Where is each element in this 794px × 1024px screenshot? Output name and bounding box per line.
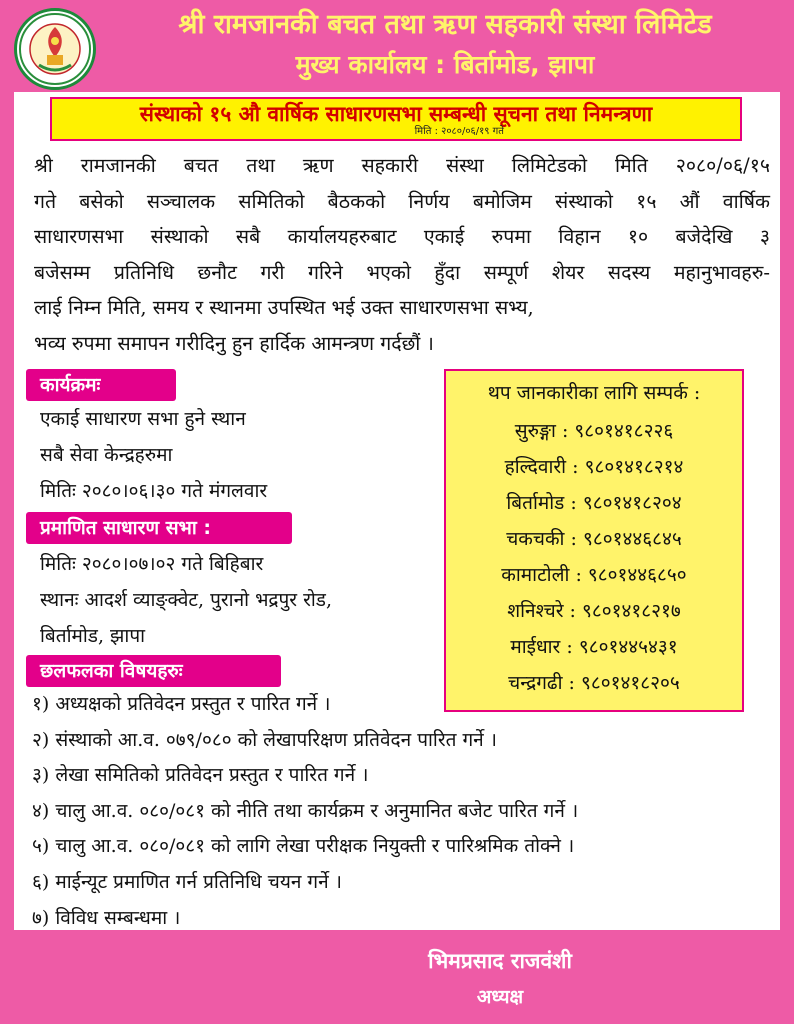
- contact-row: शनिश्चरे : ९८०१४१८२१७: [507, 600, 681, 622]
- intro-line: भव्य रुपमा समापन गरीदिनु हुन हार्दिक आमन्त्रण गर्दछौं ।: [34, 331, 434, 355]
- intro-line: साधारणसभा संस्थाको सबै कार्यालयहरुबाट एकाई रुपमा विहान १० बजेदेखि ३: [34, 225, 770, 248]
- contact-row: चन्द्रगढी : ९८०१४१८२०५: [508, 672, 680, 694]
- agenda-item: १) अध्यक्षको प्रतिवेदन प्रस्तुत र पारित गर्ने ।: [32, 693, 331, 715]
- intro-line: श्री रामजानकी बचत तथा ऋण सहकारी संस्था लिमिटेडको मिति २०८०/०६/१५: [34, 154, 770, 177]
- signer-name: भिमप्रसाद राजवंशी: [428, 949, 572, 973]
- head-office-location: मुख्य कार्यालय : बिर्तामोड, झापा: [295, 50, 595, 79]
- contact-place: माईधार: [510, 636, 561, 658]
- certified-assembly-label: प्रमाणित साधारण सभा :: [26, 512, 292, 544]
- agenda-item: ७) विविध सम्बन्धमा ।: [32, 906, 181, 929]
- intro-line: बजेसम्म प्रतिनिधि छनौट गरी गरिने भएको हुँदा सम्पूर्ण शेयर सदस्य महानुभावहरु-: [34, 260, 770, 284]
- contact-phone: ९८०१४४६८४५: [582, 528, 682, 550]
- notice-date: मिति : २०८०/०६/१९ गते: [414, 126, 504, 137]
- agenda-item: ६) माईन्यूट प्रमाणित गर्न प्रतिनिधि चयन गर्ने ।: [32, 870, 342, 893]
- agenda-item: ५) चालु आ.व. ०८०/०८१ को लागि लेखा परीक्षक नियुक्ती र पारिश्रमिक तोक्ने ।: [32, 835, 575, 858]
- intro-line: गते बसेको सञ्चालक समितिको बैठकको निर्णय बमोजिम संस्थाको १५ औं वार्षिक: [34, 189, 770, 213]
- contact-heading: थप जानकारीका लागि सम्पर्क :: [487, 382, 701, 404]
- contact-phone: ९८०१४४५४३१: [578, 636, 678, 658]
- signer-title: अध्यक्ष: [476, 986, 524, 1008]
- contact-phone: ९८०१४१८२१४: [584, 456, 684, 478]
- agenda-label: छलफलका विषयहरुः: [26, 655, 281, 687]
- contact-row: बिर्तामोड : ९८०१४१८२०४: [506, 492, 682, 514]
- contact-phone: ९८०१४१८२०४: [582, 492, 682, 514]
- contact-place: सुरुङ्गा: [514, 420, 556, 442]
- contact-row: माईधार : ९८०१४४५४३१: [510, 636, 678, 658]
- certified-assembly-line: मितिः २०८०।०७।०२ गते बिहिबार: [40, 553, 264, 575]
- contact-row: कामाटोली : ९८०१४४६८५०: [501, 564, 687, 586]
- notice-title: संस्थाको १५ औ वार्षिक साधारणसभा सम्बन्धी सूचना तथा निमन्त्रणा: [139, 102, 653, 126]
- contact-phone: ९८०१४४६८५०: [587, 564, 687, 586]
- certified-assembly-line: स्थानः आदर्श व्याङ्क्वेट, पुरानो भद्रपुर रोड,: [40, 589, 333, 611]
- contact-place: चन्द्रगढी: [508, 672, 563, 694]
- cooperative-seal-icon: [14, 8, 96, 90]
- contact-place: कामाटोली: [501, 564, 570, 586]
- contact-box: [444, 369, 744, 712]
- contact-place: चकचकी: [506, 528, 565, 550]
- contact-phone: ९८०१४१८२१७: [581, 600, 681, 622]
- program-line: सबै सेवा केन्द्रहरुमा: [40, 444, 173, 466]
- contact-row: हल्दिवारी : ९८०१४१८२१४: [504, 456, 684, 478]
- contact-place: शनिश्चरे: [507, 600, 564, 622]
- certified-assembly-line: बिर्तामोड, झापा: [40, 625, 146, 647]
- notice-title-box: [50, 97, 742, 141]
- contact-phone: ९८०१४१८२२६: [574, 420, 674, 442]
- program-label: कार्यक्रमः: [26, 369, 176, 401]
- agenda-item: ४) चालु आ.व. ०८०/०८१ को नीति तथा कार्यक्रम र अनुमानित बजेट पारित गर्ने ।: [32, 799, 579, 822]
- contact-place: बिर्तामोड: [506, 492, 565, 514]
- program-line: मितिः २०८०।०६।३० गते मंगलवार: [40, 480, 268, 502]
- contact-row: सुरुङ्गा : ९८०१४१८२२६: [514, 420, 674, 442]
- agenda-item: २) संस्थाको आ.व. ०७९/०८० को लेखापरिक्षण प्रतिवेदन पारित गर्ने ।: [32, 728, 497, 751]
- organization-name: श्री रामजानकी बचत तथा ऋण सहकारी संस्था लिमिटेड: [178, 9, 712, 40]
- contact-phone: ९८०१४१८२०५: [581, 672, 680, 694]
- contact-row: चकचकी : ९८०१४४६८४५: [506, 528, 682, 550]
- notice-panel: [14, 92, 780, 930]
- agenda-list: [32, 687, 772, 936]
- agenda-item: ३) लेखा समितिको प्रतिवेदन प्रस्तुत र पारित गर्ने ।: [32, 764, 369, 787]
- program-line: एकाई साधारण सभा हुने स्थान: [40, 408, 246, 430]
- intro-line: लाई निम्न मिति, समय र स्थानमा उपस्थित भई उक्त साधारणसभा सभ्य,: [34, 296, 534, 319]
- contact-place: हल्दिवारी: [504, 456, 567, 478]
- intro-paragraph: [34, 148, 770, 361]
